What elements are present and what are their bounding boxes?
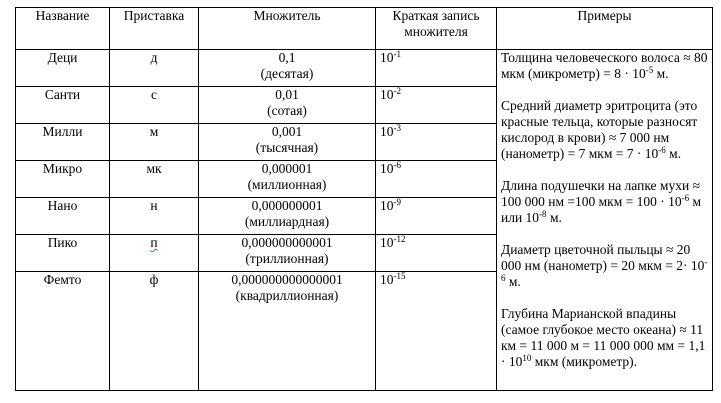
multiplier-cell — [199, 50, 376, 87]
multiplier-word: (тысячная) — [255, 140, 319, 155]
example-pollen — [501, 242, 708, 290]
power-base: 10 — [380, 124, 394, 139]
power-cell — [376, 198, 497, 235]
multiplier-value: 0,001 — [271, 124, 303, 139]
multiplier-value: 0,01 — [275, 87, 299, 102]
example-text: Длина подушечки на лапке мухи ≈ 100 000 нм =100 мкм = 100 · 10 — [501, 178, 700, 209]
example-exponent: 10 — [522, 353, 532, 363]
example-exponent: -6 — [658, 145, 666, 155]
power-cell — [376, 87, 497, 124]
example-exponent: -6 — [501, 257, 708, 283]
multiplier-cell — [199, 272, 376, 391]
multiplier-word: (квадриллионная) — [235, 288, 339, 303]
prefix-name: Нано — [16, 198, 110, 235]
example-exponent: -5 — [645, 65, 654, 75]
power-exponent: -9 — [393, 197, 401, 207]
power-base: 10 — [380, 87, 394, 102]
power-exponent: -2 — [393, 86, 401, 96]
example-fly-pad — [501, 178, 708, 226]
header-row — [16, 8, 713, 50]
power-exponent: -1 — [393, 49, 401, 59]
prefix-name: Пико — [16, 235, 110, 272]
prefix-symbol: н — [110, 198, 199, 235]
header-name: Название — [16, 8, 110, 50]
example-text: Средний диаметр эритроцита (это красные тельца, которые разносят кислород в крови) ≈ 7 000 нм (нанометр) = 7 мкм = 7 · 10 — [501, 98, 698, 161]
prefix-name: Фемто — [16, 272, 110, 391]
power-exponent: -3 — [393, 123, 401, 133]
power-exponent: -6 — [393, 160, 401, 170]
power-cell — [376, 124, 497, 161]
multiplier-cell — [199, 235, 376, 272]
prefix-symbol: мк — [110, 161, 199, 198]
example-text: мкм (микрометр). — [531, 354, 638, 369]
power-exponent: -15 — [393, 271, 406, 281]
power-cell — [376, 161, 497, 198]
power-cell — [376, 235, 497, 272]
prefix-symbol-cell — [110, 235, 199, 272]
example-exponent: -8 — [539, 209, 547, 219]
power-cell — [376, 272, 497, 391]
multiplier-value: 0,000000000001 — [241, 235, 333, 250]
multiplier-cell — [199, 198, 376, 235]
example-text: м или 10 — [501, 194, 702, 225]
example-hair — [501, 50, 708, 82]
si-prefix-table — [15, 7, 713, 391]
multiplier-word: (триллионная) — [245, 251, 329, 266]
example-text: м. — [653, 66, 669, 81]
example-text: Глубина Марианской впадины (самое глубокое место океана) ≈ 11 км = 11 000 м = 11 000 000 мм = 1,1 · 10 — [501, 306, 706, 369]
header-prefix: Приставка — [110, 8, 199, 50]
prefix-symbol: п — [150, 235, 158, 250]
multiplier-word: (сотая) — [267, 103, 307, 118]
power-base: 10 — [380, 198, 394, 213]
power-exponent: -12 — [393, 234, 406, 244]
prefix-symbol: ф — [110, 272, 199, 391]
example-erythrocyte — [501, 98, 708, 162]
examples-cell — [497, 50, 713, 391]
example-text: м. — [546, 210, 562, 225]
power-base: 10 — [380, 272, 394, 287]
prefix-symbol: с — [110, 87, 199, 124]
header-short-form: Краткая запись множителя — [376, 8, 497, 50]
example-text: Диаметр цветочной пыльцы ≈ 20 000 нм (нанометр) = 20 мкм = 2· 10 — [501, 242, 705, 273]
example-mariana-trench — [501, 306, 708, 370]
example-exponent: -6 — [681, 193, 690, 203]
multiplier-word: (миллиардная) — [244, 214, 330, 229]
example-text: м. — [665, 146, 682, 161]
prefix-name: Микро — [16, 161, 110, 198]
power-base: 10 — [380, 235, 394, 250]
prefix-name: Милли — [16, 124, 110, 161]
prefix-symbol: д — [110, 50, 199, 87]
multiplier-word: (десятая) — [260, 66, 314, 81]
example-text: м. — [505, 274, 521, 289]
multiplier-cell — [199, 124, 376, 161]
header-multiplier: Множитель — [199, 8, 376, 50]
prefix-symbol: м — [110, 124, 199, 161]
examples-list — [501, 50, 708, 370]
header-examples: Примеры — [497, 8, 713, 50]
example-text: Толщина человеческого волоса ≈ 80 мкм (микрометр) = 8 · 10 — [501, 50, 708, 81]
multiplier-value: 0,000000001 — [251, 198, 323, 213]
power-base: 10 — [380, 50, 394, 65]
power-cell — [376, 50, 497, 87]
multiplier-cell — [199, 87, 376, 124]
multiplier-value: 0,000000000000001 — [231, 272, 343, 287]
multiplier-value: 0,000001 — [261, 161, 313, 176]
table-row — [16, 50, 713, 87]
prefix-name: Санти — [16, 87, 110, 124]
multiplier-cell — [199, 161, 376, 198]
prefix-name: Деци — [16, 50, 110, 87]
multiplier-word: (миллионная) — [247, 177, 327, 192]
power-base: 10 — [380, 161, 394, 176]
multiplier-value: 0,1 — [278, 50, 296, 65]
